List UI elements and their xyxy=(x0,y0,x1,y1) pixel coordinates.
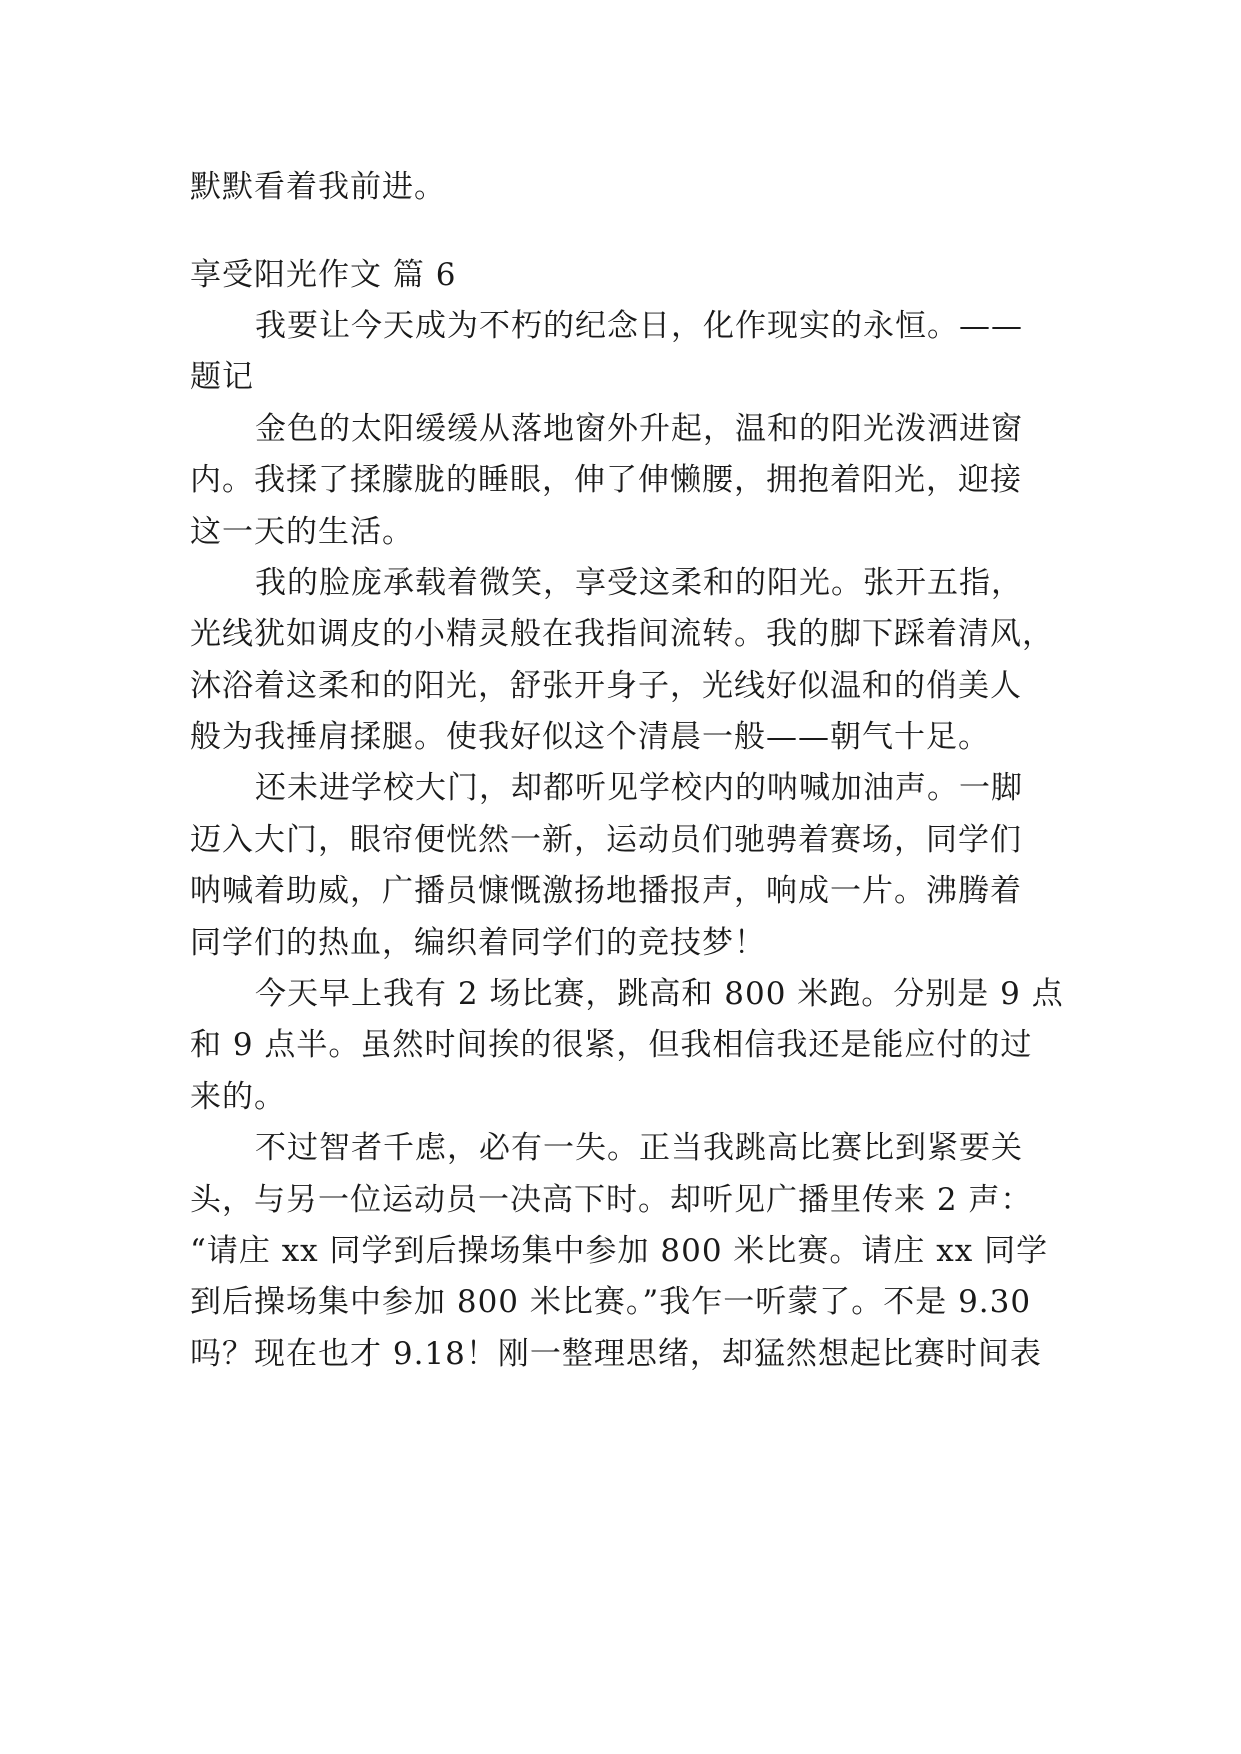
text-line: 呐喊着助威，广播员慷慨激扬地播报声，响成一片。沸腾着 xyxy=(190,873,1022,909)
text-line: 金色的太阳缓缓从落地窗外升起，温和的阳光泼洒进窗 xyxy=(255,411,1023,447)
text-line: 沐浴着这柔和的阳光，舒张开身子，光线好似温和的俏美人 xyxy=(190,668,1022,704)
text-line: 和 9 点半。虽然时间挨的很紧，但我相信我还是能应付的过 xyxy=(190,1027,1033,1063)
text-line: 今天早上我有 2 场比赛，跳高和 800 米跑。分别是 9 点 xyxy=(255,976,1064,1012)
text-line: 般为我捶肩揉腿。使我好似这个清晨一般——朝气十足。 xyxy=(190,719,990,755)
text-line: 我的脸庞承载着微笑，享受这柔和的阳光。张开五指， xyxy=(255,565,1023,601)
text-line: “请庄 xx 同学到后操场集中参加 800 米比赛。请庄 xx 同学 xyxy=(190,1233,1049,1269)
text-line: 同学们的热血，编织着同学们的竞技梦！ xyxy=(190,925,766,961)
text-line: 默默看着我前进。 xyxy=(190,169,446,205)
text-line: 还未进学校大门，却都听见学校内的呐喊加油声。一脚 xyxy=(255,770,1023,806)
text-line: 来的。 xyxy=(190,1079,286,1115)
text-line: 光线犹如调皮的小精灵般在我指间流转。我的脚下踩着清风， xyxy=(190,616,1054,652)
section-heading: 享受阳光作文 篇 6 xyxy=(190,257,457,293)
text-line: 内。我揉了揉朦胧的睡眼，伸了伸懒腰，拥抱着阳光，迎接 xyxy=(190,462,1022,498)
text-line: 到后操场集中参加 800 米比赛。”我乍一听蒙了。不是 9.30 xyxy=(190,1284,1032,1320)
text-line: 迈入大门，眼帘便恍然一新，运动员们驰骋着赛场，同学们 xyxy=(190,822,1022,858)
text-line: 头，与另一位运动员一决高下时。却听见广播里传来 2 声： xyxy=(190,1182,1033,1218)
text-line: 题记 xyxy=(190,359,254,395)
text-line: 我要让今天成为不朽的纪念日，化作现实的永恒。—— xyxy=(255,308,1023,344)
text-line: 这一天的生活。 xyxy=(190,514,414,550)
text-line: 不过智者千虑，必有一失。正当我跳高比赛比到紧要关 xyxy=(255,1130,1023,1166)
text-line: 吗？现在也才 9.18！刚一整理思绪，却猛然想起比赛时间表 xyxy=(190,1336,1042,1372)
